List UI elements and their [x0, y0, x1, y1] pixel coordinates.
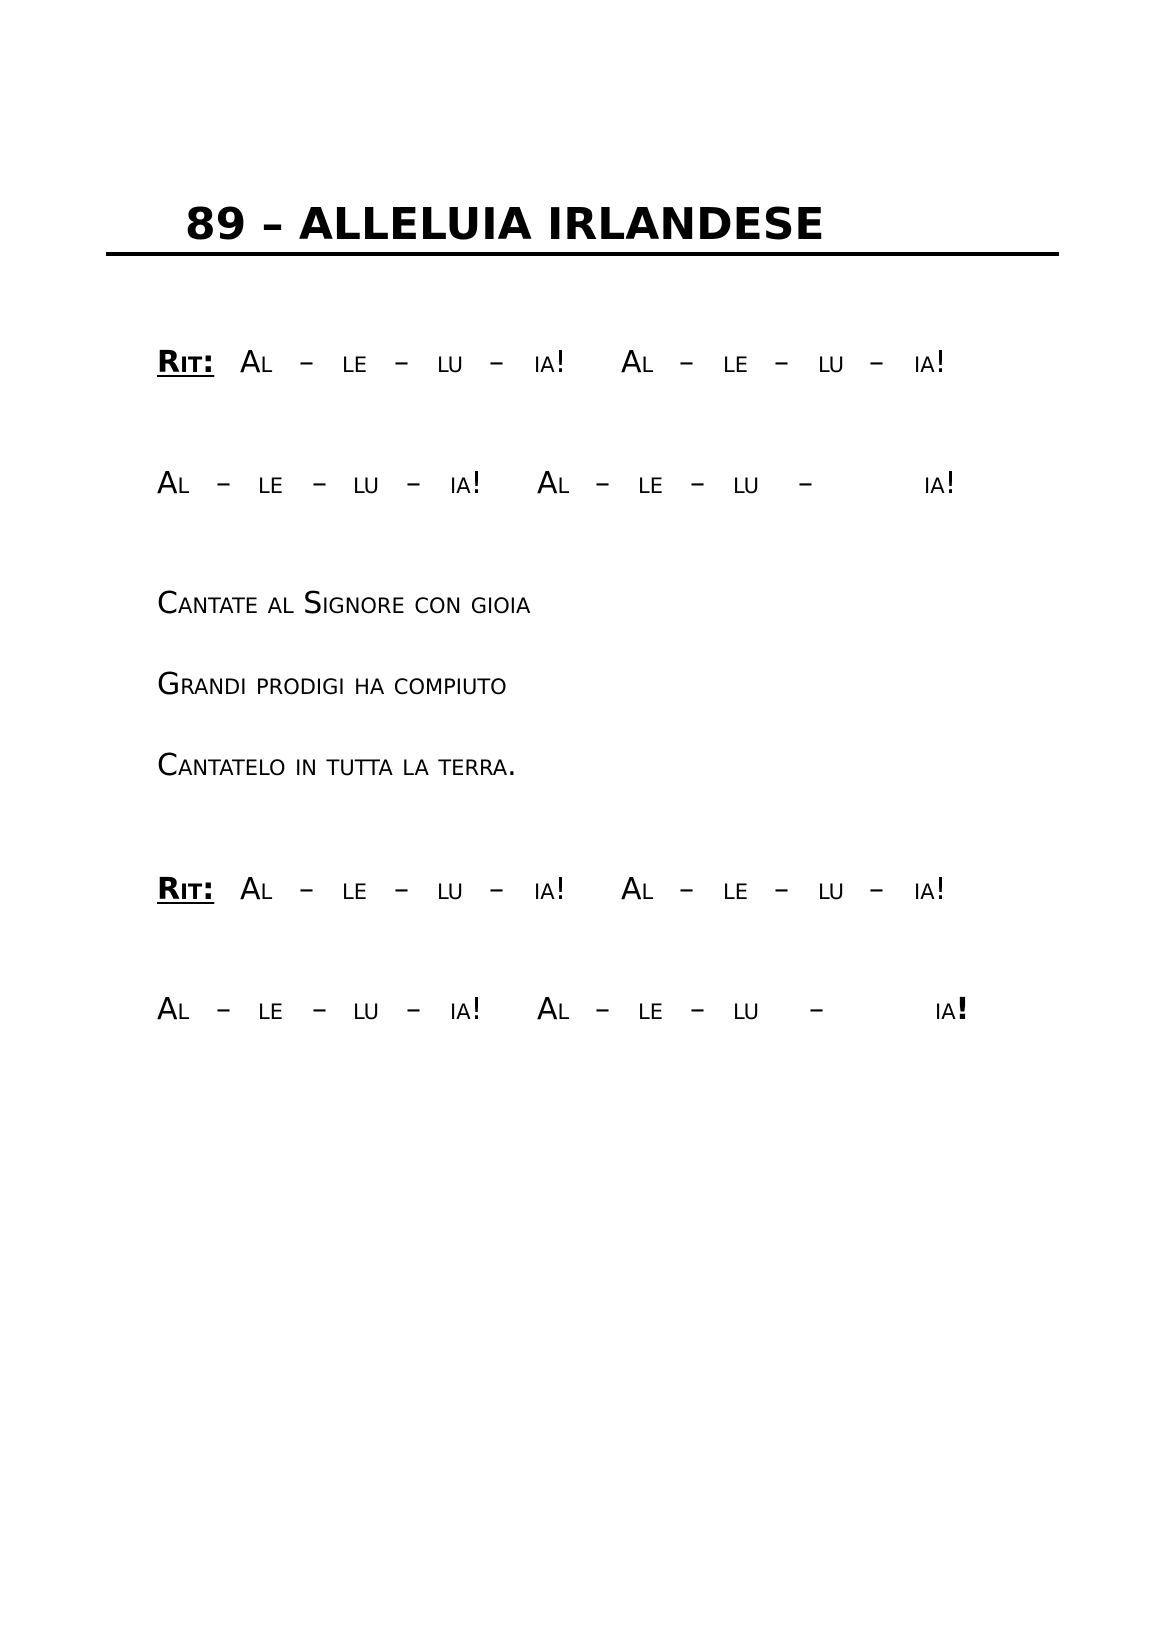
hyphen: –	[809, 992, 824, 1027]
syllable: lu	[818, 872, 845, 907]
syllable: ia!	[534, 872, 567, 907]
hyphen: –	[774, 345, 789, 380]
syllable: le	[723, 345, 748, 380]
syllable: le	[638, 466, 663, 501]
hyphen: –	[679, 872, 694, 907]
final-syllable-text: ia	[935, 992, 956, 1027]
syllable: lu	[437, 872, 464, 907]
hyphen: –	[216, 992, 231, 1027]
title-underline	[106, 252, 1059, 256]
refrain-2-line-1	[157, 870, 1057, 910]
syllable: ia!	[534, 345, 567, 380]
hyphen: –	[406, 466, 421, 501]
hyphen: –	[869, 345, 884, 380]
hyphen: –	[216, 466, 231, 501]
syllable: Al	[157, 992, 190, 1027]
hyphen: –	[394, 345, 409, 380]
refrain-label: Rit:	[157, 345, 215, 380]
refrain-label: Rit:	[157, 872, 215, 907]
syllable: lu	[733, 992, 760, 1027]
syllable: lu	[437, 345, 464, 380]
hyphen: –	[406, 992, 421, 1027]
song-title: 89 – ALLELUIA IRLANDESE	[185, 199, 825, 250]
hyphen: –	[774, 872, 789, 907]
syllable: lu	[353, 992, 380, 1027]
hyphen: –	[679, 345, 694, 380]
hyphen: –	[690, 466, 705, 501]
refrain-2-line-2	[157, 990, 1057, 1030]
hyphen: –	[489, 872, 504, 907]
hyphen: –	[869, 872, 884, 907]
final-exclamation: !	[955, 992, 970, 1027]
syllable: ia!	[450, 466, 483, 501]
syllable: lu	[818, 345, 845, 380]
syllable: Al	[240, 872, 273, 907]
syllable: le	[342, 345, 367, 380]
hyphen: –	[299, 345, 314, 380]
hyphen: –	[798, 466, 813, 501]
refrain-1-line-2	[157, 464, 1057, 504]
final-syllable	[935, 990, 969, 1030]
syllable: Al	[157, 466, 190, 501]
hyphen: –	[690, 992, 705, 1027]
syllable: ia!	[450, 992, 483, 1027]
syllable: ia!	[924, 466, 957, 501]
hyphen: –	[595, 466, 610, 501]
hyphen: –	[489, 345, 504, 380]
hyphen: –	[595, 992, 610, 1027]
hyphen: –	[312, 992, 327, 1027]
hyphen: –	[394, 872, 409, 907]
verse-line-1: Cantate al Signore con gioia	[157, 586, 531, 621]
verse-line-2: Grandi prodigi ha compiuto	[157, 667, 507, 702]
syllable: le	[638, 992, 663, 1027]
hyphen: –	[312, 466, 327, 501]
syllable: lu	[733, 466, 760, 501]
syllable: Al	[537, 992, 570, 1027]
syllable: le	[723, 872, 748, 907]
syllable: Al	[621, 872, 654, 907]
syllable: le	[342, 872, 367, 907]
syllable: lu	[353, 466, 380, 501]
syllable: le	[258, 466, 283, 501]
refrain-1-line-1	[157, 343, 1057, 383]
syllable: Al	[621, 345, 654, 380]
syllable: Al	[240, 345, 273, 380]
syllable: ia!	[914, 345, 947, 380]
hyphen: –	[299, 872, 314, 907]
verse-line-3: Cantatelo in tutta la terra.	[157, 748, 517, 783]
syllable: Al	[537, 466, 570, 501]
syllable: ia!	[914, 872, 947, 907]
syllable: le	[258, 992, 283, 1027]
